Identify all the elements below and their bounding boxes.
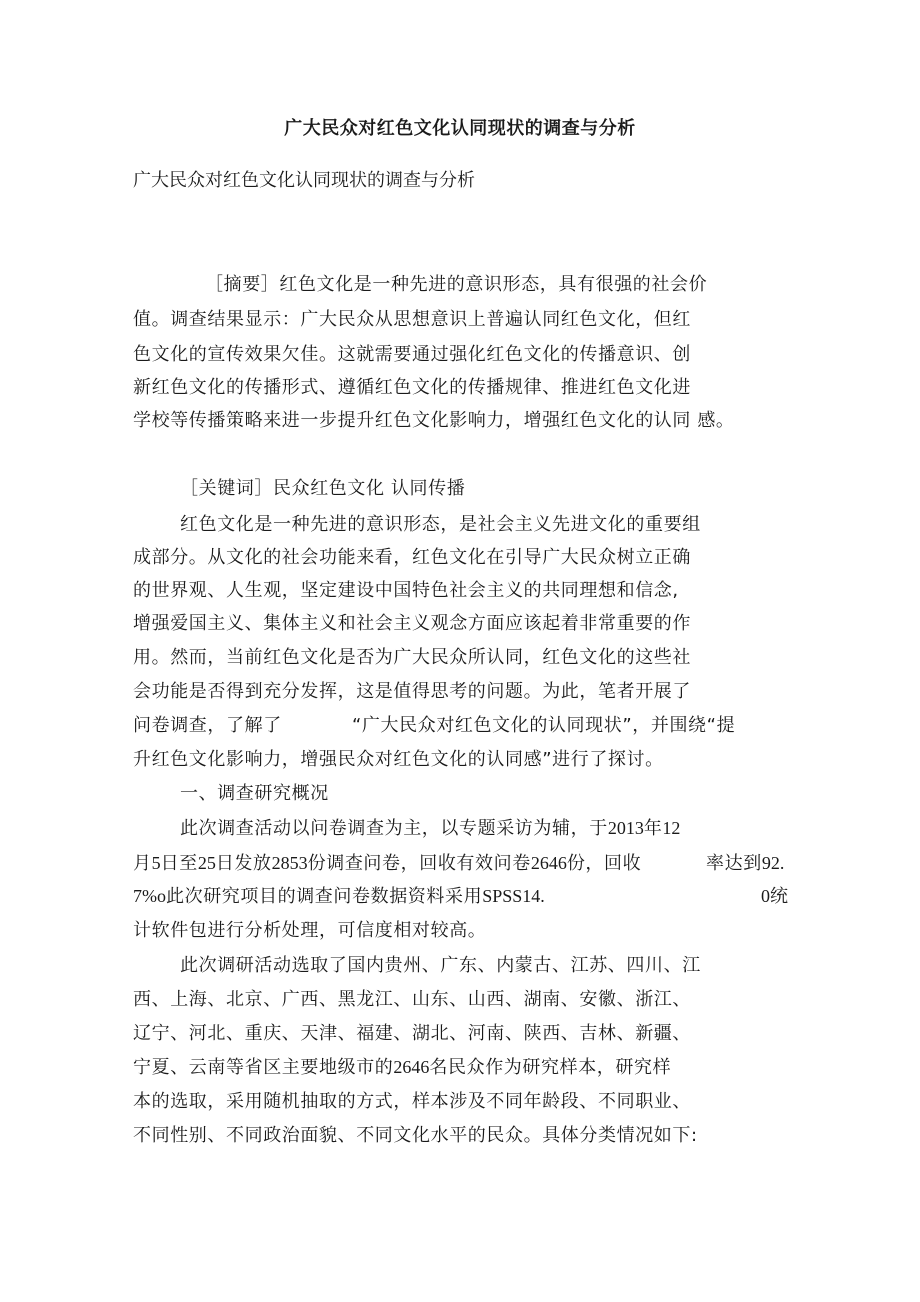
sample-text: 名民众作为研究样本，研究样 — [429, 1057, 672, 1078]
survey-text: 年 — [643, 818, 663, 839]
sample-line-5: 本的选取，采用随机抽取的方式，样本涉及不同年龄段、不同职业、 — [133, 1091, 691, 1112]
intro-line-1: 红色文化是一种先进的意识形态，是社会主义先进文化的重要组 — [180, 514, 701, 535]
survey-text: 此次调查活动以问卷调查为主，以专题采访为辅，于 — [180, 818, 608, 839]
survey-number: 7%o — [133, 886, 166, 906]
survey-line-1 — [180, 814, 680, 840]
abstract-line-4: 新红色文化的传播形式、遵循红色文化的传播规律、推进红色文化进 — [133, 377, 691, 398]
survey-line-2 — [133, 849, 641, 875]
survey-line-2-tail — [706, 849, 784, 875]
survey-number: 5 — [151, 853, 161, 873]
survey-number: 2013 — [607, 818, 644, 838]
survey-line-4: 计软件包进行分析处理，可信度相对较高。 — [133, 920, 487, 941]
survey-text: 份，回收 — [566, 853, 642, 874]
abstract-line-1: ［摘要］红色文化是一种先进的意识形态，具有很强的社会价 — [205, 274, 708, 295]
survey-number: 0 — [761, 886, 770, 906]
document-subtitle: 广大民众对红色文化认同现状的调查与分析 — [133, 170, 475, 191]
intro-line-4: 增强爱国主义、集体主义和社会主义观念方面应该起着非常重要的作 — [133, 613, 691, 634]
survey-text: 月 — [133, 853, 152, 874]
sample-line-1: 此次调研活动选取了国内贵州、广东、内蒙古、江苏、四川、江 — [180, 955, 701, 976]
intro-line-6: 会功能是否得到充分发挥，这是值得思考的问题。为此，笔者开展了 — [133, 681, 691, 702]
survey-number: 2853 — [271, 853, 308, 873]
section-heading: 一、调查研究概况 — [180, 783, 329, 804]
survey-number: 25 — [197, 853, 216, 873]
survey-number: 92. — [761, 853, 785, 873]
abstract-line-2: 值。调查结果显示：广大民众从思想意识上普遍认同红色文化，但红 — [133, 309, 691, 330]
intro-line-8: 升红色文化影响力，增强民众对红色文化的认同感”进行了探讨。 — [133, 749, 664, 770]
survey-line-3-tail — [761, 882, 789, 908]
intro-line-7b: “广大民众对红色文化的认同现状”，并围绕“提 — [352, 715, 736, 736]
survey-number: SPSS14. — [482, 886, 545, 906]
intro-line-5: 用。然而，当前红色文化是否为广大民众所认同，红色文化的这些社 — [133, 647, 691, 668]
intro-line-3: 的世界观、人生观，坚定建设中国特色社会主义的共同理想和信念, — [133, 580, 679, 601]
sample-line-6: 不同性别、不同政治面貌、不同文化水平的民众。具体分类情况如下: — [133, 1125, 698, 1146]
survey-text: 此次研究项目的调查问卷数据资料采用 — [166, 886, 483, 907]
sample-line-2: 西、上海、北京、广西、黑龙江、山东、山西、湖南、安徽、浙江、 — [133, 989, 691, 1010]
survey-text: 份调查问卷，回收有效问卷 — [307, 853, 531, 874]
abstract-line-3: 色文化的宣传效果欠佳。这就需要通过强化红色文化的传播意识、创 — [133, 344, 691, 365]
survey-number: 2646 — [530, 853, 567, 873]
survey-text: 率达到 — [706, 853, 762, 874]
sample-line-3: 辽宁、河北、重庆、天津、福建、湖北、河南、陕西、吉林、新疆、 — [133, 1023, 691, 1044]
abstract-line-5: 学校等传播策略来进一步提升红色文化影响力，增强红色文化的认同 感。 — [133, 410, 735, 431]
intro-line-2: 成部分。从文化的社会功能来看，红色文化在引导广大民众树立正确 — [133, 547, 691, 568]
document-title: 广大民众对红色文化认同现状的调查与分析 — [284, 118, 636, 139]
sample-number: 2646 — [393, 1057, 430, 1077]
sample-text: 宁夏、云南等省区主要地级市的 — [133, 1057, 394, 1078]
survey-text: 日发放 — [215, 853, 272, 874]
survey-line-3 — [133, 882, 545, 908]
intro-line-7a: 问卷调查，了解了 — [133, 715, 282, 736]
survey-number: 12 — [662, 818, 681, 838]
survey-text: 日至 — [160, 853, 198, 874]
sample-line-4 — [133, 1053, 671, 1079]
survey-text: 统 — [770, 886, 789, 907]
keywords-line: ［关键词］民众红色文化 认同传播 — [180, 478, 466, 499]
